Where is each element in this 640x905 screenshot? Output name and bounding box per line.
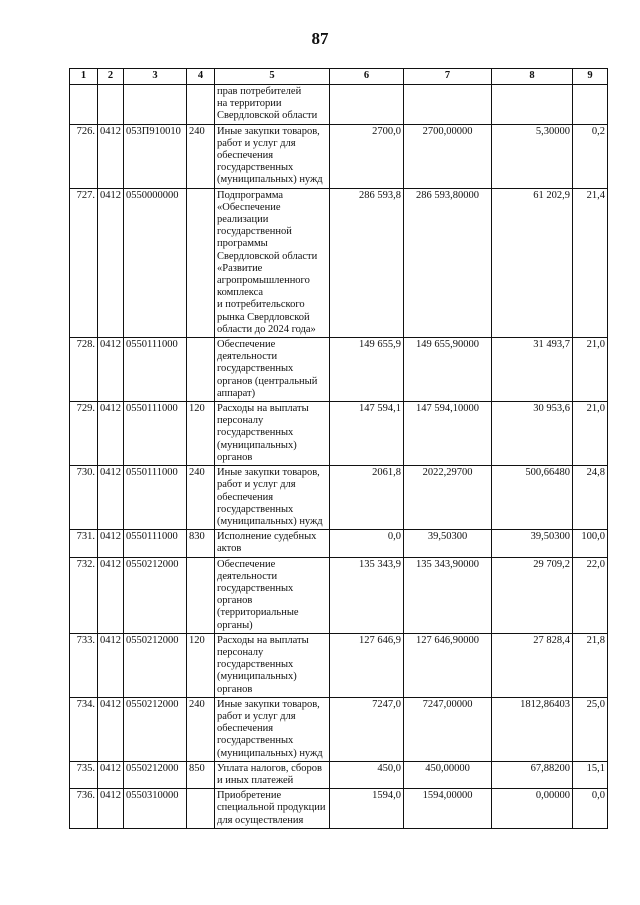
approved-amount: 127 646,90000: [404, 633, 492, 697]
execution-percent: 21,0: [573, 338, 608, 402]
header-col-7: 7: [404, 69, 492, 85]
approved-amount: 147 594,10000: [404, 402, 492, 466]
target-article-code: 0550212000: [124, 761, 187, 788]
row-number: 735.: [70, 761, 98, 788]
row-number: 730.: [70, 466, 98, 530]
execution-percent: 22,0: [573, 557, 608, 633]
item-name: Иные закупки товаров, работ и услуг для обеспечения государственных (муниципальных) нужд: [215, 697, 330, 761]
header-col-1: 1: [70, 69, 98, 85]
expense-type-code: [187, 188, 215, 337]
section-code: 0412: [98, 789, 124, 829]
target-article-code: 0550212000: [124, 633, 187, 697]
expense-type-code: [187, 338, 215, 402]
table-row: [70, 761, 608, 788]
item-name: Обеспечение деятельности государственных органов (центральный аппарат): [215, 338, 330, 402]
row-number: 728.: [70, 338, 98, 402]
header-col-4: 4: [187, 69, 215, 85]
execution-percent: 100,0: [573, 530, 608, 557]
table-row: [70, 85, 608, 125]
target-article-code: [124, 85, 187, 125]
executed-amount: 39,50300: [492, 530, 573, 557]
row-number: 736.: [70, 789, 98, 829]
planned-amount: 147 594,1: [330, 402, 404, 466]
table-row: [70, 530, 608, 557]
target-article-code: 0550111000: [124, 530, 187, 557]
approved-amount: 7247,00000: [404, 697, 492, 761]
item-name: Расходы на выплаты персоналу государственных (муниципальных) органов: [215, 633, 330, 697]
executed-amount: [492, 85, 573, 125]
section-code: 0412: [98, 530, 124, 557]
item-name: Обеспечение деятельности государственных органов (территориальные органы): [215, 557, 330, 633]
expense-type-code: 850: [187, 761, 215, 788]
table-row: [70, 124, 608, 188]
executed-amount: 29 709,2: [492, 557, 573, 633]
executed-amount: 0,00000: [492, 789, 573, 829]
approved-amount: 2700,00000: [404, 124, 492, 188]
approved-amount: 450,00000: [404, 761, 492, 788]
item-name: Расходы на выплаты персоналу государственных (муниципальных) органов: [215, 402, 330, 466]
row-number: 734.: [70, 697, 98, 761]
item-name: Иные закупки товаров, работ и услуг для обеспечения государственных (муниципальных) нужд: [215, 124, 330, 188]
executed-amount: 27 828,4: [492, 633, 573, 697]
header-col-3: 3: [124, 69, 187, 85]
section-code: 0412: [98, 761, 124, 788]
approved-amount: 135 343,90000: [404, 557, 492, 633]
section-code: [98, 85, 124, 125]
table-row: [70, 789, 608, 829]
section-code: 0412: [98, 188, 124, 337]
expense-type-code: 120: [187, 402, 215, 466]
approved-amount: 1594,00000: [404, 789, 492, 829]
table-header-row: [70, 69, 608, 85]
target-article-code: 0550111000: [124, 466, 187, 530]
executed-amount: 1812,86403: [492, 697, 573, 761]
target-article-code: 0550212000: [124, 697, 187, 761]
header-col-5: 5: [215, 69, 330, 85]
section-code: 0412: [98, 466, 124, 530]
budget-table: [69, 68, 608, 829]
row-number: 727.: [70, 188, 98, 337]
target-article-code: 0550111000: [124, 338, 187, 402]
header-col-9: 9: [573, 69, 608, 85]
row-number: 733.: [70, 633, 98, 697]
execution-percent: 21,0: [573, 402, 608, 466]
target-article-code: 0550000000: [124, 188, 187, 337]
expense-type-code: 240: [187, 466, 215, 530]
execution-percent: 0,0: [573, 789, 608, 829]
section-code: 0412: [98, 633, 124, 697]
expense-type-code: [187, 557, 215, 633]
row-number: 731.: [70, 530, 98, 557]
planned-amount: 1594,0: [330, 789, 404, 829]
item-name: Уплата налогов, сборов и иных платежей: [215, 761, 330, 788]
planned-amount: 127 646,9: [330, 633, 404, 697]
execution-percent: 25,0: [573, 697, 608, 761]
executed-amount: 30 953,6: [492, 402, 573, 466]
planned-amount: 2061,8: [330, 466, 404, 530]
item-name: прав потребителей на территории Свердловской области: [215, 85, 330, 125]
header-col-6: 6: [330, 69, 404, 85]
item-name: Исполнение судебных актов: [215, 530, 330, 557]
row-number: 729.: [70, 402, 98, 466]
table-row: [70, 402, 608, 466]
header-col-8: 8: [492, 69, 573, 85]
item-name: Иные закупки товаров, работ и услуг для обеспечения государственных (муниципальных) нужд: [215, 466, 330, 530]
planned-amount: 2700,0: [330, 124, 404, 188]
executed-amount: 5,30000: [492, 124, 573, 188]
approved-amount: 286 593,80000: [404, 188, 492, 337]
approved-amount: 149 655,90000: [404, 338, 492, 402]
target-article-code: 0550212000: [124, 557, 187, 633]
expense-type-code: 240: [187, 697, 215, 761]
table-row: [70, 633, 608, 697]
section-code: 0412: [98, 697, 124, 761]
planned-amount: [330, 85, 404, 125]
row-number: [70, 85, 98, 125]
header-col-2: 2: [98, 69, 124, 85]
approved-amount: [404, 85, 492, 125]
table-row: [70, 697, 608, 761]
execution-percent: 24,8: [573, 466, 608, 530]
table-row: [70, 338, 608, 402]
execution-percent: 0,2: [573, 124, 608, 188]
execution-percent: [573, 85, 608, 125]
table-row: [70, 466, 608, 530]
execution-percent: 21,8: [573, 633, 608, 697]
target-article-code: 0550111000: [124, 402, 187, 466]
expense-type-code: 240: [187, 124, 215, 188]
table-row: [70, 188, 608, 337]
planned-amount: 7247,0: [330, 697, 404, 761]
row-number: 726.: [70, 124, 98, 188]
section-code: 0412: [98, 124, 124, 188]
execution-percent: 15,1: [573, 761, 608, 788]
planned-amount: 0,0: [330, 530, 404, 557]
expense-type-code: 830: [187, 530, 215, 557]
execution-percent: 21,4: [573, 188, 608, 337]
expense-type-code: 120: [187, 633, 215, 697]
planned-amount: 450,0: [330, 761, 404, 788]
item-name: Подпрограмма «Обеспечение реализации государственной программы Свердловской области «Развитие агропромышленного комплекса и потребительского рынка Свердловской области до 2024 года»: [215, 188, 330, 337]
row-number: 732.: [70, 557, 98, 633]
section-code: 0412: [98, 402, 124, 466]
target-article-code: 0550310000: [124, 789, 187, 829]
target-article-code: 053П910010: [124, 124, 187, 188]
item-name: Приобретение специальной продукции для осуществления: [215, 789, 330, 829]
executed-amount: 61 202,9: [492, 188, 573, 337]
planned-amount: 149 655,9: [330, 338, 404, 402]
planned-amount: 135 343,9: [330, 557, 404, 633]
planned-amount: 286 593,8: [330, 188, 404, 337]
approved-amount: 39,50300: [404, 530, 492, 557]
table-row: [70, 557, 608, 633]
executed-amount: 500,66480: [492, 466, 573, 530]
executed-amount: 67,88200: [492, 761, 573, 788]
page-number: 87: [311, 29, 329, 48]
approved-amount: 2022,29700: [404, 466, 492, 530]
expense-type-code: [187, 85, 215, 125]
executed-amount: 31 493,7: [492, 338, 573, 402]
expense-type-code: [187, 789, 215, 829]
section-code: 0412: [98, 338, 124, 402]
section-code: 0412: [98, 557, 124, 633]
